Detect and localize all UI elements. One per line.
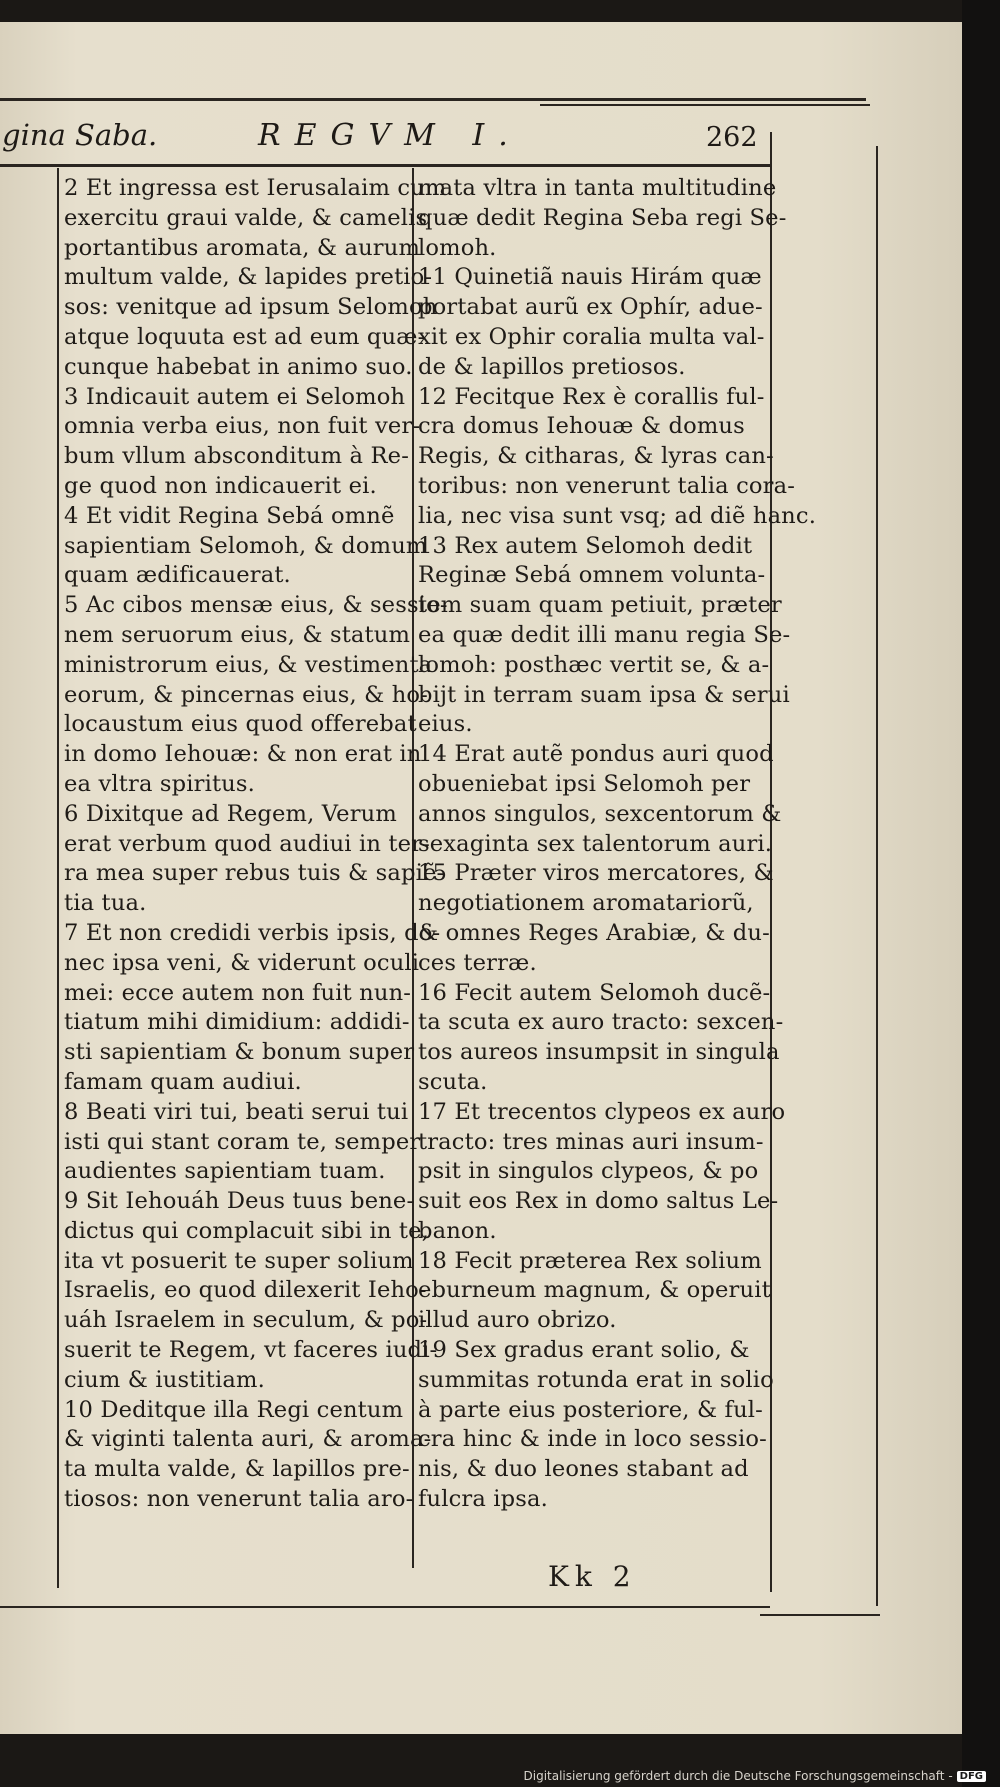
text-line: 4 Et vidit Regina Sebá omnẽ — [64, 502, 395, 529]
text-line: summitas rotunda erat in solio — [418, 1366, 774, 1393]
text-line: quam ædificauerat. — [64, 562, 291, 589]
text-line: ita vt posuerit te super solium — [64, 1247, 414, 1274]
bottom-rule — [0, 1606, 770, 1608]
text-line: isti qui stant coram te, semper — [64, 1128, 421, 1155]
text-line: 13 Rex autem Selomoh dedit — [418, 532, 753, 559]
text-line: 9 Sit Iehouáh Deus tuus bene- — [64, 1188, 415, 1215]
text-line: erat verbum quod audiui in ter- — [64, 830, 430, 857]
text-line: tem suam quam petiuit, præter — [418, 592, 782, 619]
text-line: annos singulos, sexcentorum & — [418, 800, 782, 827]
text-line: atque loquuta est ad eum quæ- — [64, 323, 426, 350]
text-line: psit in singulos clypeos, & po — [418, 1158, 759, 1185]
text-line: 17 Et trecentos clypeos ex auro — [418, 1098, 786, 1125]
text-line: 2 Et ingressa est Ierusalaim cum — [64, 175, 447, 201]
signature-mark: Kk 2 — [548, 1560, 637, 1593]
text-line: exercitu graui valde, & camelis — [64, 204, 428, 231]
text-line: multum valde, & lapides pretio- — [64, 264, 433, 291]
text-line: in domo Iehouæ: & non erat in — [64, 741, 422, 768]
text-line: nem seruorum eius, & statum — [64, 621, 411, 648]
text-line: dictus qui complacuit sibi in te, — [64, 1217, 429, 1244]
text-line: negotiationem aromatariorũ, — [418, 890, 754, 917]
text-line: & omnes Reges Arabiæ, & du- — [418, 919, 770, 946]
text-line: sapientiam Selomoh, & domum — [64, 532, 428, 559]
text-line: bijt in terram suam ipsa & serui — [418, 681, 790, 708]
text-line: famam quam audiui. — [64, 1068, 302, 1095]
bottom-rule-right — [760, 1614, 880, 1616]
text-line: tiosos: non venerunt talia aro- — [64, 1486, 414, 1513]
text-line: ea vltra spiritus. — [64, 770, 255, 797]
text-line: lomoh: posthæc vertit se, & a- — [418, 651, 770, 678]
text-line: 19 Sex gradus erant solio, & — [418, 1337, 750, 1364]
text-line: banon. — [418, 1217, 497, 1244]
text-line: ea quæ dedit illi manu regia Se- — [418, 621, 791, 648]
footer-credit — [524, 1769, 987, 1783]
text-line: xit ex Ophir coralia multa val- — [418, 323, 765, 350]
text-line: ta multa valde, & lapillos pre- — [64, 1456, 410, 1483]
text-line: 15 Præter viros mercatores, & — [418, 860, 774, 887]
right-column-text — [418, 174, 816, 1515]
text-line: scuta. — [418, 1068, 488, 1095]
text-line: cium & iustitiam. — [64, 1366, 265, 1393]
text-line: 18 Fecit præterea Rex solium — [418, 1247, 762, 1274]
text-line: cunque habebat in animo suo. — [64, 353, 413, 380]
text-line: sexaginta sex talentorum auri. — [418, 830, 773, 857]
header-rule-right — [540, 104, 870, 106]
text-line: ministrorum eius, & vestimenta — [64, 651, 433, 678]
left-column-text — [64, 174, 448, 1515]
text-line: mei: ecce autem non fuit nun- — [64, 979, 412, 1006]
text-line: audientes sapientiam tuam. — [64, 1158, 386, 1185]
text-line: ta scuta ex auro tracto: sexcen- — [418, 1009, 784, 1036]
text-line: tracto: tres minas auri insum- — [418, 1128, 764, 1155]
text-line: sos: venitque ad ipsum Selomoh — [64, 294, 438, 321]
text-line: 16 Fecit autem Selomoh ducẽ- — [418, 979, 771, 1006]
text-line: cra hinc & inde in loco sessio- — [418, 1426, 767, 1453]
header-rule-top — [0, 98, 866, 101]
text-line: nis, & duo leones stabant ad — [418, 1456, 749, 1483]
header-rule-bottom — [0, 164, 770, 167]
text-line: lomoh. — [418, 234, 497, 261]
text-line: tiatum mihi dimidium: addidi- — [64, 1009, 410, 1036]
text-line: obueniebat ipsi Selomoh per — [418, 770, 751, 797]
text-line: ces terræ. — [418, 949, 537, 976]
text-line: omnia verba eius, non fuit ver- — [64, 413, 421, 440]
text-line: 14 Erat autẽ pondus auri quod — [418, 741, 774, 768]
text-line: mata vltra in tanta multitudine — [418, 175, 777, 201]
text-line: Regis, & citharas, & lyras can- — [418, 443, 774, 470]
text-line: uáh Israelem in seculum, & po- — [64, 1307, 428, 1334]
text-line: eburneum magnum, & operuit — [418, 1277, 771, 1304]
text-line: 3 Indicauit autem ei Selomoh — [64, 383, 406, 410]
text-line: Israelis, eo quod dilexerit Ieho- — [64, 1277, 427, 1304]
text-line: fulcra ipsa. — [418, 1486, 548, 1513]
text-line: locaustum eius quod offerebat — [64, 711, 417, 738]
text-line: sti sapientiam & bonum super — [64, 1039, 415, 1066]
text-line: Reginæ Sebá omnem volunta- — [418, 562, 766, 589]
text-line: suerit te Regem, vt faceres iudi- — [64, 1337, 438, 1364]
text-line: eorum, & pincernas eius, & ho- — [64, 681, 428, 708]
text-line: 5 Ac cibos mensæ eius, & sessio- — [64, 592, 448, 619]
text-line: ge quod non indicauerit ei. — [64, 472, 377, 499]
text-line: 11 Quinetiã nauis Hirám quæ — [418, 264, 762, 291]
page-edge-shadow — [962, 0, 1000, 1787]
text-line: eius. — [418, 711, 473, 738]
text-line: lia, nec visa sunt vsq; ad diẽ hanc. — [418, 502, 817, 529]
footer-text: Digitalisierung gefördert durch die Deutsche Forschungsgemeinschaft - — [523, 1769, 953, 1783]
text-line: suit eos Rex in domo saltus Le- — [418, 1188, 779, 1215]
text-line: nec ipsa veni, & viderunt oculi — [64, 949, 420, 976]
text-line: & viginti talenta auri, & aroma- — [64, 1426, 432, 1453]
dfg-logo: DFG — [957, 1771, 986, 1782]
running-head-left: gina Saba. — [2, 118, 158, 152]
text-line: cra domus Iehouæ & domus — [418, 413, 745, 440]
page-number: 262 — [706, 122, 758, 153]
text-line: 10 Deditque illa Regi centum — [64, 1396, 404, 1423]
text-line: 8 Beati viri tui, beati serui tui — [64, 1098, 409, 1125]
text-line: toribus: non venerunt talia cora- — [418, 472, 795, 499]
text-line: illud auro obrizo. — [418, 1307, 617, 1334]
text-line: tia tua. — [64, 890, 147, 917]
outer-right-rule — [876, 146, 878, 1606]
text-line: ra mea super rebus tuis & sapiẽ- — [64, 860, 445, 887]
text-line: bum vllum absconditum à Re- — [64, 443, 409, 470]
text-line: 6 Dixitque ad Regem, Verum — [64, 800, 397, 827]
text-line: portabat aurũ ex Ophír, adue- — [418, 294, 763, 321]
text-line: 12 Fecitque Rex è corallis ful- — [418, 383, 765, 410]
text-line: 7 Et non credidi verbis ipsis, do- — [64, 919, 441, 946]
text-line: tos aureos insumpsit in singula — [418, 1039, 780, 1066]
text-line: portantibus aromata, & aurum — [64, 234, 421, 261]
text-line: quæ dedit Regina Seba regi Se- — [418, 204, 787, 231]
left-margin-rule — [57, 168, 59, 1588]
running-head-title: REGVM I. — [258, 118, 522, 153]
text-line: à parte eius posteriore, & ful- — [418, 1396, 763, 1423]
text-line: de & lapillos pretiosos. — [418, 353, 686, 380]
